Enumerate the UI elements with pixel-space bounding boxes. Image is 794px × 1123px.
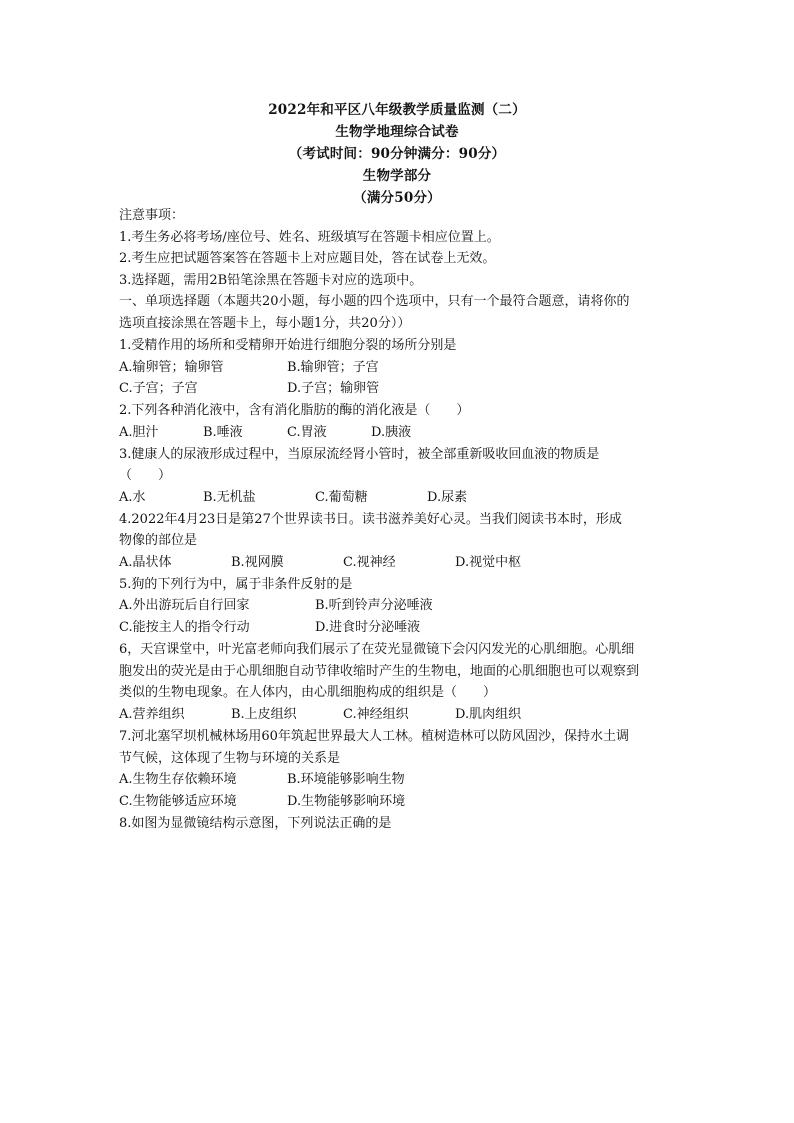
question-1-option-a: A.输卵管；输卵管 xyxy=(119,360,224,375)
question-6-option-b: B.上皮组织 xyxy=(231,707,297,722)
question-1-option-d: D.子宫；输卵管 xyxy=(287,381,380,396)
exam-subtitle: 生物学地理综合试卷 xyxy=(335,124,459,140)
question-8-stem: 8.如图为显微镜结构示意图，下列说法正确的是 xyxy=(119,816,392,831)
question-2-stem: 2.下列各种消化液中，含有消化脂肪的酶的消化液是（ ） xyxy=(119,403,470,418)
question-1-option-b: B.输卵管；子宫 xyxy=(287,360,379,375)
question-7-option-c: C.生物能够适应环境 xyxy=(119,794,237,809)
question-5-option-b: B.听到铃声分泌唾液 xyxy=(315,598,433,613)
question-5-option-a: A.外出游玩后自行回家 xyxy=(119,598,250,613)
section-score: （满分50分） xyxy=(353,190,441,206)
question-3-stem-line-1: 3.健康人的尿液形成过程中，当原尿流经肾小管时，被全部重新吸收回血液的物质是 xyxy=(119,447,600,462)
question-5-option-c: C.能按主人的指令行动 xyxy=(119,620,250,635)
question-4-option-b: B.视网膜 xyxy=(231,555,284,570)
question-3-stem-line-2: （ ） xyxy=(119,468,172,483)
question-6-option-d: D.肌肉组织 xyxy=(455,707,522,722)
question-3-option-d: D.尿素 xyxy=(427,490,468,505)
notes-title: 注意事项： xyxy=(119,208,185,223)
question-7-stem-line-2: 节气候，这体现了生物与环境的关系是 xyxy=(119,751,341,766)
exam-time-score: （考试时间：90分钟满分：90分） xyxy=(288,146,506,162)
question-4-stem-line-2: 物像的部位是 xyxy=(119,533,198,548)
section-instructions-line-1: 一、单项选择题（本题共20小题，每小题的四个选项中，只有一个最符合题意，请将你的 xyxy=(119,294,630,309)
question-7-option-b: B.环境能够影响生物 xyxy=(287,772,405,787)
question-1-stem: 1.受精作用的场所和受精卵开始进行细胞分裂的场所分别是 xyxy=(119,338,457,353)
question-3-option-a: A.水 xyxy=(119,490,146,505)
note-3: 3.选择题，需用2B铅笔涂黑在答题卡对应的选项中。 xyxy=(119,273,423,288)
question-4-option-a: A.晶状体 xyxy=(119,555,172,570)
section-instructions-line-2: 选项直接涂黑在答题卡上，每小题1分，共20分）） xyxy=(119,316,411,331)
question-4-stem-line-1: 4.2022年4月23日是第27个世界读书日。读书滋养美好心灵。当我们阅读书本时，形成 xyxy=(119,512,622,527)
question-2-option-d: D.胰液 xyxy=(371,425,412,440)
question-6-stem-line-2: 胞发出的荧光是由于心肌细胞自动节律收缩时产生的生物电，地面的心肌细胞也可以观察到 xyxy=(119,664,640,679)
note-2: 2.考生应把试题答案答在答题卡上对应题目处，答在试卷上无效。 xyxy=(119,251,496,266)
question-6-option-c: C.神经组织 xyxy=(343,707,409,722)
question-2-option-b: B.唾液 xyxy=(203,425,243,440)
section-name: 生物学部分 xyxy=(362,168,432,184)
question-2-option-a: A.胆汁 xyxy=(119,425,159,440)
question-6-stem-line-1: 6，天宫课堂中，叶光富老师向我们展示了在荧光显微镜下会闪闪发光的心肌细胞。心肌细 xyxy=(119,642,635,657)
question-1-option-c: C.子宫；子宫 xyxy=(119,381,198,396)
question-4-option-d: D.视觉中枢 xyxy=(455,555,522,570)
note-1: 1.考生务必将考场/座位号、姓名、班级填写在答题卡相应位置上。 xyxy=(119,230,500,245)
question-5-stem: 5.狗的下列行为中，属于非条件反射的是 xyxy=(119,577,353,592)
question-6-stem-line-3: 类似的生物电现象。在人体内，由心肌细胞构成的组织是（ ） xyxy=(119,685,497,700)
exam-title: 2022年和平区八年级教学质量监测（二） xyxy=(268,102,526,118)
question-7-option-d: D.生物能够影响环境 xyxy=(287,794,406,809)
question-6-option-a: A.营养组织 xyxy=(119,707,185,722)
question-3-option-b: B.无机盐 xyxy=(203,490,256,505)
question-2-option-c: C.胃液 xyxy=(287,425,327,440)
question-7-option-a: A.生物生存依赖环境 xyxy=(119,772,237,787)
question-7-stem-line-1: 7.河北塞罕坝机械林场用60年筑起世界最大人工林。植树造林可以防风固沙，保持水土调 xyxy=(119,729,629,744)
question-3-option-c: C.葡萄糖 xyxy=(315,490,368,505)
question-5-option-d: D.进食时分泌唾液 xyxy=(315,620,421,635)
question-4-option-c: C.视神经 xyxy=(343,555,396,570)
